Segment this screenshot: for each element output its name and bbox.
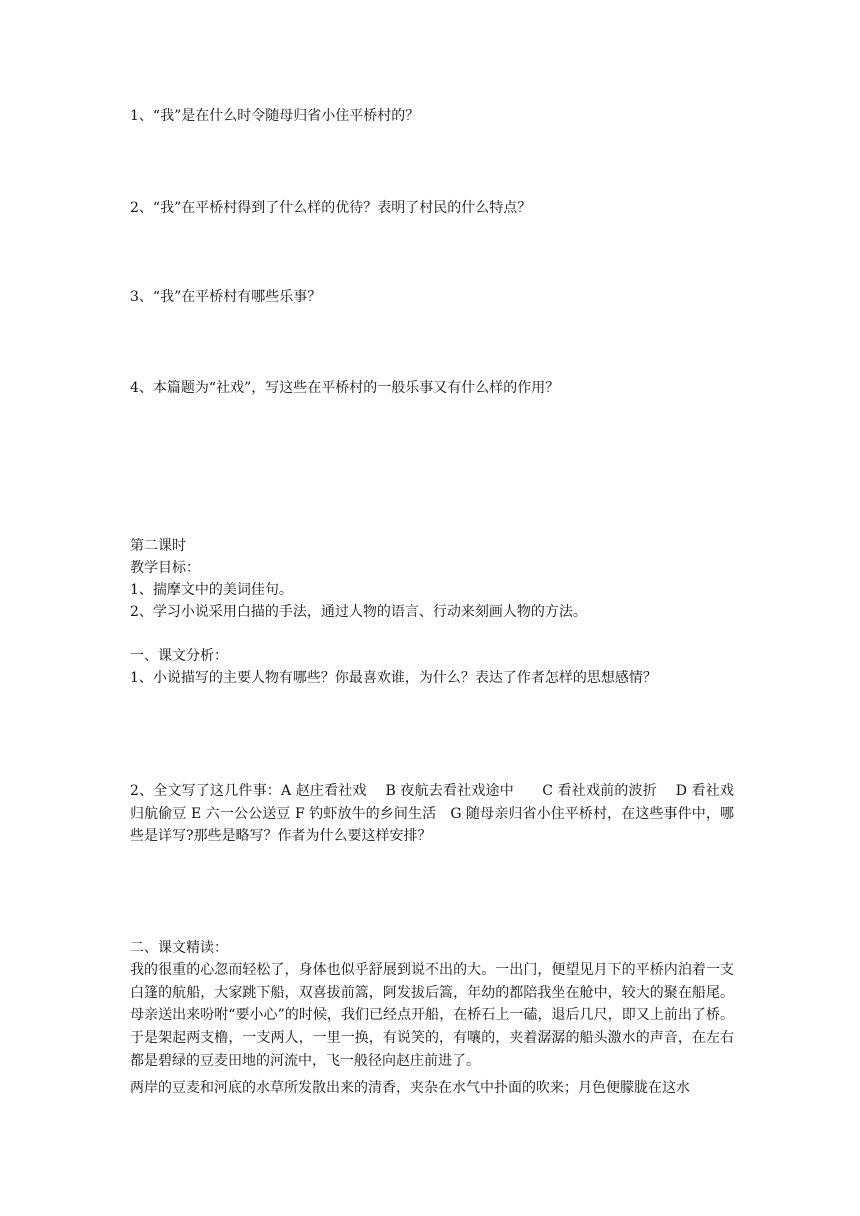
question-3: 3、“我”在平桥村有哪些乐事？ xyxy=(130,289,322,305)
reading-paragraph-1: 我的很重的心忽而轻松了，身体也似乎舒展到说不出的大。一出门，便望见月下的平桥内泊着一支白篷的航船，大家跳下船，双喜拔前篙，阿发拔后篙，年幼的都陪我坐在舱中，较大的聚在船尾。母亲送出来吩咐“要小心”的时候，我们已经点开船，在桥石上一磕，退后几尺，即又上前出了桥。于是架起两支橹，一支两人，一里一换，有说笑的，有嚷的，夹着潺潺的船头激水的声音，在左右都是碧绿的豆麦田地的河流中，飞一般径向赵庄前进了。 xyxy=(130,962,734,1069)
analysis-question-1: 1、小说描写的主要人物有哪些？你最喜欢谁，为什么？表达了作者怎样的思想感情？ xyxy=(130,670,657,686)
goals-heading: 教学目标： xyxy=(130,560,200,576)
question-2: 2、“我”在平桥村得到了什么样的优待？表明了村民的什么特点？ xyxy=(130,200,532,216)
reading-paragraph-2: 两岸的豆麦和河底的水草所发散出来的清香，夹杂在水气中扑面的吹来；月色便朦胧在这水 xyxy=(130,1080,690,1096)
lesson-title: 第二课时 xyxy=(130,538,186,554)
question-4: 4、本篇题为“社戏”，写这些在平桥村的一般乐事又有什么样的作用？ xyxy=(130,380,560,396)
goal-2: 2、学习小说采用白描的手法，通过人物的语言、行动来刻画人物的方法。 xyxy=(130,604,587,620)
question-1: 1、“我”是在什么时令随母归省小住平桥村的？ xyxy=(130,108,420,124)
reading-heading: 二、课文精读： xyxy=(130,940,228,956)
analysis-question-2: 2、全文写了这几件事：A 赵庄看社戏 B 夜航去看社戏途中 C 看社戏前的波折 D 看社戏归航偷豆 E 六一公公送豆 F 钓虾放牛的乡间生活 G 随母亲归省小住平桥村，在这些事件中，哪些是详写?那些是略写？作者为什么要这样安排？ xyxy=(130,783,734,845)
goal-1: 1、揣摩文中的美词佳句。 xyxy=(130,582,293,598)
analysis-heading: 一、课文分析： xyxy=(130,648,228,664)
